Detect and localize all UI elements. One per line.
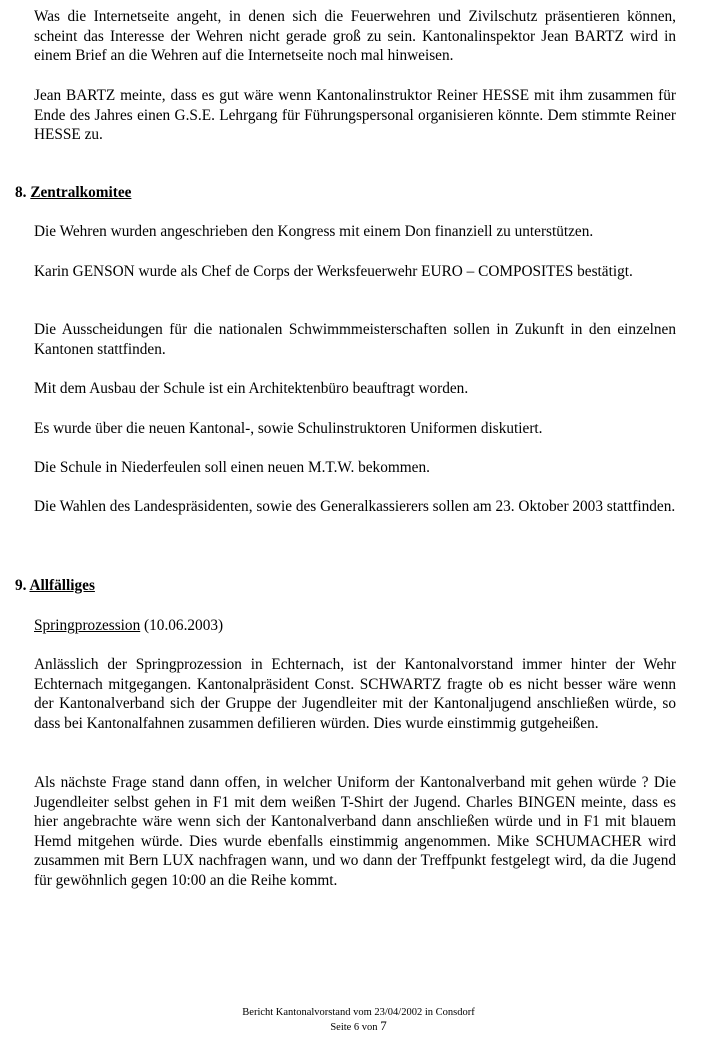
section-9-title: Allfälliges [29, 577, 95, 594]
footer-page-number [0, 1019, 717, 1034]
paragraph-wahlen: Die Wahlen des Landespräsidenten, sowie des Generalkassierers sollen am 23. Oktober 2003 stattfinden. [34, 498, 676, 515]
footer-page-prefix: Seite 6 von [330, 1022, 381, 1033]
section-9-heading [15, 576, 95, 596]
paragraph-mtw: Die Schule in Niederfeulen soll einen neuen M.T.W. bekommen. [34, 459, 430, 476]
paragraph-uniformen: Es wurde über die neuen Kantonal-, sowie Schulinstruktoren Uniformen diskutiert. [34, 420, 543, 437]
subheading-date: (10.06.2003) [140, 617, 224, 634]
paragraph-genson: Karin GENSON wurde als Chef de Corps der Werksfeuerwehr EURO – COMPOSITES bestätigt. [34, 263, 633, 280]
paragraph-architektenbuero: Mit dem Ausbau der Schule ist ein Architektenbüro beauftragt worden. [34, 380, 469, 397]
section-8-number: 8. [15, 184, 27, 201]
section-9-number: 9. [15, 577, 27, 594]
springprozession-subheading [34, 616, 676, 636]
footer-page-total: 7 [380, 1018, 387, 1033]
paragraph-kongress: Die Wehren wurden angeschrieben den Kongress mit einem Don finanziell zu unterstützen. [34, 223, 594, 240]
section-8-title: Zentralkomitee [30, 184, 132, 201]
footer-report-title: Bericht Kantonalvorstand vom 23/04/2002 in Consdorf [242, 1007, 475, 1018]
paragraph-uniform-frage: Als nächste Frage stand dann offen, in welcher Uniform der Kantonalverband mit gehen würde ? Die Jugendleiter selbst gehen in F1 mit dem weißen T-Shirt der Jugend. Charles BINGEN meinte, dass es hier angebrachte wäre wenn sich der Kantonalverband dann anschließen würde und in F1 mit blauem Hemd mitgehen würde. Dies wurde ebenfalls einstimmig angenommen. Mike SCHUMACHER wird zusammen mit Bern LUX nachfragen wann, und wo dann der Treffpunkt festgelegt wird, da die Jugend für gewöhnlich gegen 10:00 an die Reihe kommt. [34, 774, 676, 889]
paragraph-ausscheidungen: Die Ausscheidungen für die nationalen Schwimmmeisterschaften sollen in Zukunft in den einzelnen Kantonen stattfinden. [34, 321, 676, 358]
section-8-heading [15, 183, 131, 203]
subheading-title: Springprozession [34, 617, 141, 634]
footer [0, 1006, 717, 1034]
paragraph-gse-lehrgang: Jean BARTZ meinte, dass es gut wäre wenn Kantonalinstruktor Reiner HESSE mit ihm zusammen für Ende des Jahres einen G.S.E. Lehrgang für Führungspersonal organisieren könnte. Dem stimmte Reiner HESSE zu. [34, 87, 676, 143]
paragraph-springprozession: Anlässlich der Springprozession in Echternach, ist der Kantonalvorstand immer hinter der Wehr Echternach mitgegangen. Kantonalpräsident Const. SCHWARTZ fragte ob es nicht besser wäre wenn der Kantonalverband sich der Gruppe der Jugendleiter mit der Kantonaljugend anschließen würde, so dass bei Kantonalfahnen zusammen defilieren würden. Dies wurde einstimmig gutgeheißen. [34, 656, 676, 732]
paragraph-internetseite: Was die Internetseite angeht, in denen sich die Feuerwehren und Zivilschutz präsentieren können, scheint das Interesse der Wehren nicht gerade groß zu sein. Kantonalinspektor Jean BARTZ wird in einem Brief an die Wehren auf die Internetseite noch mal hinweisen. [34, 8, 676, 64]
